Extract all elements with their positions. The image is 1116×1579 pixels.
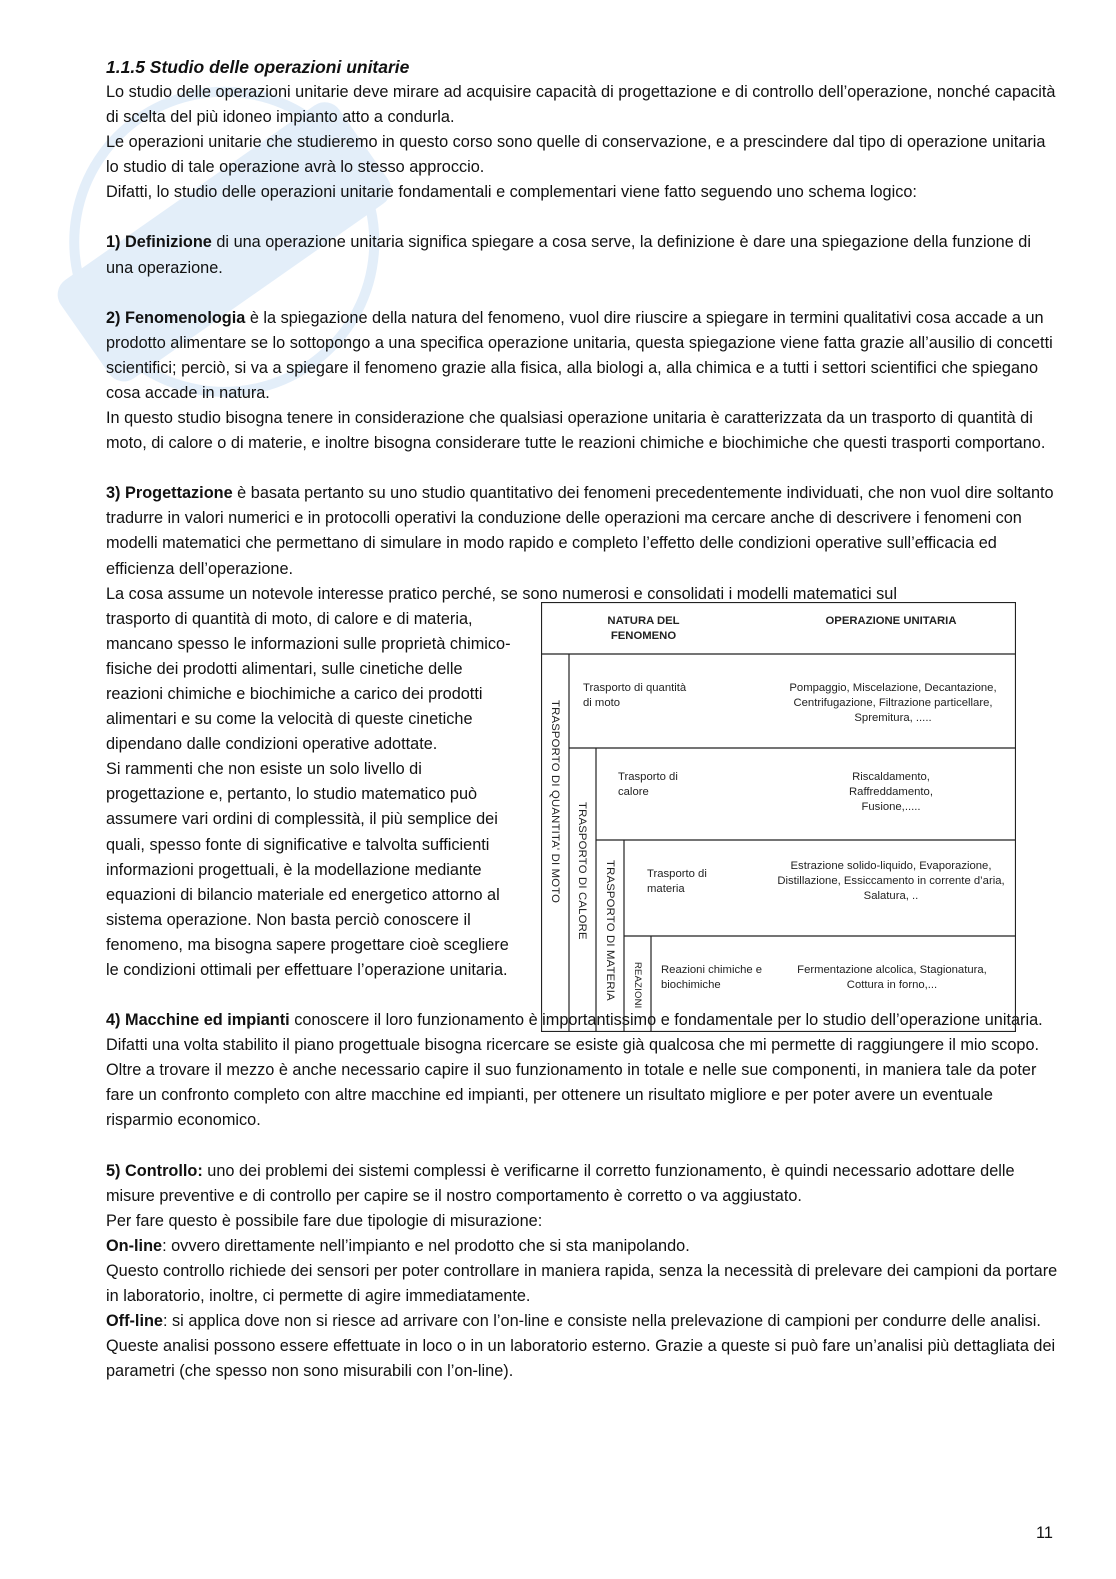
intro-paragraph-3: Difatti, lo studio delle operazioni unitarie fondamentali e complementari viene fatto seguendo uno schema logico: bbox=[106, 183, 917, 202]
step-controllo-text-2: Per fare questo è possibile fare due tipologie di misurazione: bbox=[106, 1211, 543, 1230]
step-fenomenologia bbox=[106, 306, 1061, 406]
step-fenomenologia-text-2: In questo studio bisogna tenere in considerazione che qualsiasi operazione unitaria è caratterizzata da un trasporto di quantità di moto, di calore o di materie, e inoltre bisogna considerare tutte le reazioni chimiche e biochimiche che questi trasporti comportano. bbox=[106, 409, 1046, 453]
operations-calore: Riscaldamento, Raffreddamento, Fusione,..... bbox=[849, 770, 933, 813]
step-macchine-text-2: Oltre a trovare il mezzo è anche necessario capire il suo funzionamento in totale e nelle sue componenti, in maniera tale da poter fare un confronto completo con altre macchine ed impianti, per ottenere un risultato migliore e per poter avere un eventuale risparmio economico. bbox=[106, 1061, 1037, 1130]
document-page bbox=[106, 55, 1061, 1384]
step-fenomenologia-text: è la spiegazione della natura del fenomeno, vuol dire riuscire a spiegare in termini qualitativi cosa accade a un prodotto alimentare se lo sottopongo a una specifica operazione unitaria, questa spiegazione viene fatta grazie all’ausilio di concetti scientifici; perciò, si va a spiegare il fenomeno grazie alla fisica, alla biologi a, alla chimica e a tutti i settori scientifici che spiegano cosa accade in natura. bbox=[106, 308, 1053, 402]
phenomenon-calore: Trasporto di calore bbox=[618, 770, 678, 798]
online-paragraph bbox=[106, 1234, 1061, 1259]
step-definizione-lead: 1) Definizione bbox=[106, 233, 212, 252]
operations-moto: Pompaggio, Miscelazione, Decantazione, Centrifugazione, Filtrazione particellare, Spremitura, ..... bbox=[789, 681, 997, 724]
vlabel-materia: TRASPORTO DI MATERIA bbox=[604, 859, 616, 1001]
phenomenon-reazioni: Reazioni chimiche e biochimiche bbox=[661, 963, 763, 991]
header-natura: NATURA DEL FENOMENO bbox=[607, 614, 680, 642]
offline-paragraph bbox=[106, 1309, 1061, 1384]
intro-paragraph-1: Lo studio delle operazioni unitarie deve mirare ad acquisire capacità di progettazione e di controllo dell’operazione, nonché capacità di scelta del più idoneo impianto atto a condurla. bbox=[106, 83, 1056, 127]
header-operazione: OPERAZIONE UNITARIA bbox=[825, 614, 957, 627]
progettazione-left-text: trasporto di quantità di moto, di calore e di materia, mancano spesso le informazioni sulle proprietà chimico-fisiche dei prodotti alimentari, sulle cinetiche delle reazioni chimiche e biochimiche a carico dei prodotti alimentari e su come la velocità di queste cinetiche dipendano dalle condizioni operative adottate. bbox=[106, 609, 511, 754]
step-macchine-text: conoscere il loro funzionamento è importantissimo e fondamentale per lo studio dell’operazione unitaria. Difatti una volta stabilito il piano progettuale bisogna ricercare se esiste già qualcosa che mi permette di raggiungere il mio scopo. bbox=[106, 1011, 1043, 1055]
operations-diagram bbox=[541, 602, 1016, 1032]
progettazione-left-text-2: Si rammenti che non esiste un solo livello di progettazione e, pertanto, lo studio matematico può assumere vari ordini di complessità, il più semplice dei quali, spesso fonte di significative e talvolta sufficienti informazioni progettuali, è la modellazione mediante equazioni di bilancio materiale ed energetico attorno al sistema operazione. Non basta perciò conoscere il fenomeno, ma bisogna sapere progettare cioè scegliere le condizioni ottimali per effettuare l’operazione unitaria. bbox=[106, 760, 509, 979]
step-macchine-lead: 4) Macchine ed impianti bbox=[106, 1011, 290, 1030]
page-number: 11 bbox=[1036, 1524, 1053, 1542]
step-progettazione-lead: 3) Progettazione bbox=[106, 484, 233, 503]
step-definizione bbox=[106, 230, 1061, 280]
progettazione-with-figure bbox=[106, 607, 1061, 1009]
online-paragraph-2: Questo controllo richiede dei sensori per poter controllare in maniera rapida, senza la necessità di prelevare dei campioni da portare in laboratorio, inoltre, ci permette di agire immediatamente. bbox=[106, 1261, 1058, 1306]
intro-paragraph-2: Le operazioni unitarie che studieremo in questo corso sono quelle di conservazione, e a prescindere dal tipo di operazione unitaria lo studio di tale operazione avrà lo stesso approccio. bbox=[106, 133, 1046, 177]
vlabel-calore: TRASPORTO DI CALORE bbox=[576, 801, 588, 940]
step-controllo bbox=[106, 1159, 1061, 1209]
online-lead: On-line bbox=[106, 1236, 163, 1255]
step-definizione-text: di una operazione unitaria significa spiegare a cosa serve, la definizione è dare una spiegazione della funzione di una operazione. bbox=[106, 233, 1031, 277]
progettazione-left-column bbox=[106, 607, 516, 983]
section-title: 1.1.5 Studio delle operazioni unitarie bbox=[106, 57, 410, 77]
offline-text: : si applica dove non si riesce ad arrivare con l’on-line e consiste nella prelevazione di campioni per condurre delle analisi. Queste analisi possono essere effettuate in loco o in un laboratorio esterno. Grazie a queste si può fare un’analisi più dettagliata dei parametri (che spesso non sono misurabili con l’on-line). bbox=[106, 1312, 1056, 1381]
step-controllo-text: uno dei problemi dei sistemi complessi è verificarne il corretto funzionamento, è quindi necessario adottare delle misure preventive e di controllo per capire se il nostro comportamento è corretto o va aggiustato. bbox=[106, 1161, 1015, 1205]
vlabel-moto: TRASPORTO DI QUANTITA' DI MOTO bbox=[549, 699, 561, 903]
operations-materia: Estrazione solido-liquido, Evaporazione, Distillazione, Essiccamento in corrente d’aria, Salatura, .. bbox=[777, 859, 1005, 902]
step-progettazione bbox=[106, 481, 1061, 581]
step-progettazione-text-2: La cosa assume un notevole interesse pratico perché, se sono numerosi e consolidati i modelli matematici sul bbox=[106, 584, 897, 603]
online-text: : ovvero direttamente nell’impianto e nel prodotto che si sta manipolando. bbox=[162, 1236, 690, 1255]
offline-lead: Off-line bbox=[106, 1312, 163, 1331]
phenomenon-materia: Trasporto di materia bbox=[647, 867, 707, 895]
operations-reazioni: Fermentazione alcolica, Stagionatura, Cottura in forno,... bbox=[797, 963, 987, 991]
phenomenon-moto: Trasporto di quantità di moto bbox=[583, 681, 687, 709]
step-progettazione-text: è basata pertanto su uno studio quantitativo dei fenomeni precedentemente individuati, che non vuol dire soltanto tradurre in valori numerici e in protocolli operativi la conduzione delle operazioni ma cercare anche di descrivere i fenomeni con modelli matematici che permettano di simulare in modo rapido e completo l’effetto delle condizioni operative sull’efficacia ed efficienza dell’operazione. bbox=[106, 484, 1054, 578]
step-controllo-lead: 5) Controllo: bbox=[106, 1161, 203, 1180]
vlabel-reazioni: REAZIONI bbox=[632, 961, 643, 1009]
step-fenomenologia-lead: 2) Fenomenologia bbox=[106, 308, 246, 327]
